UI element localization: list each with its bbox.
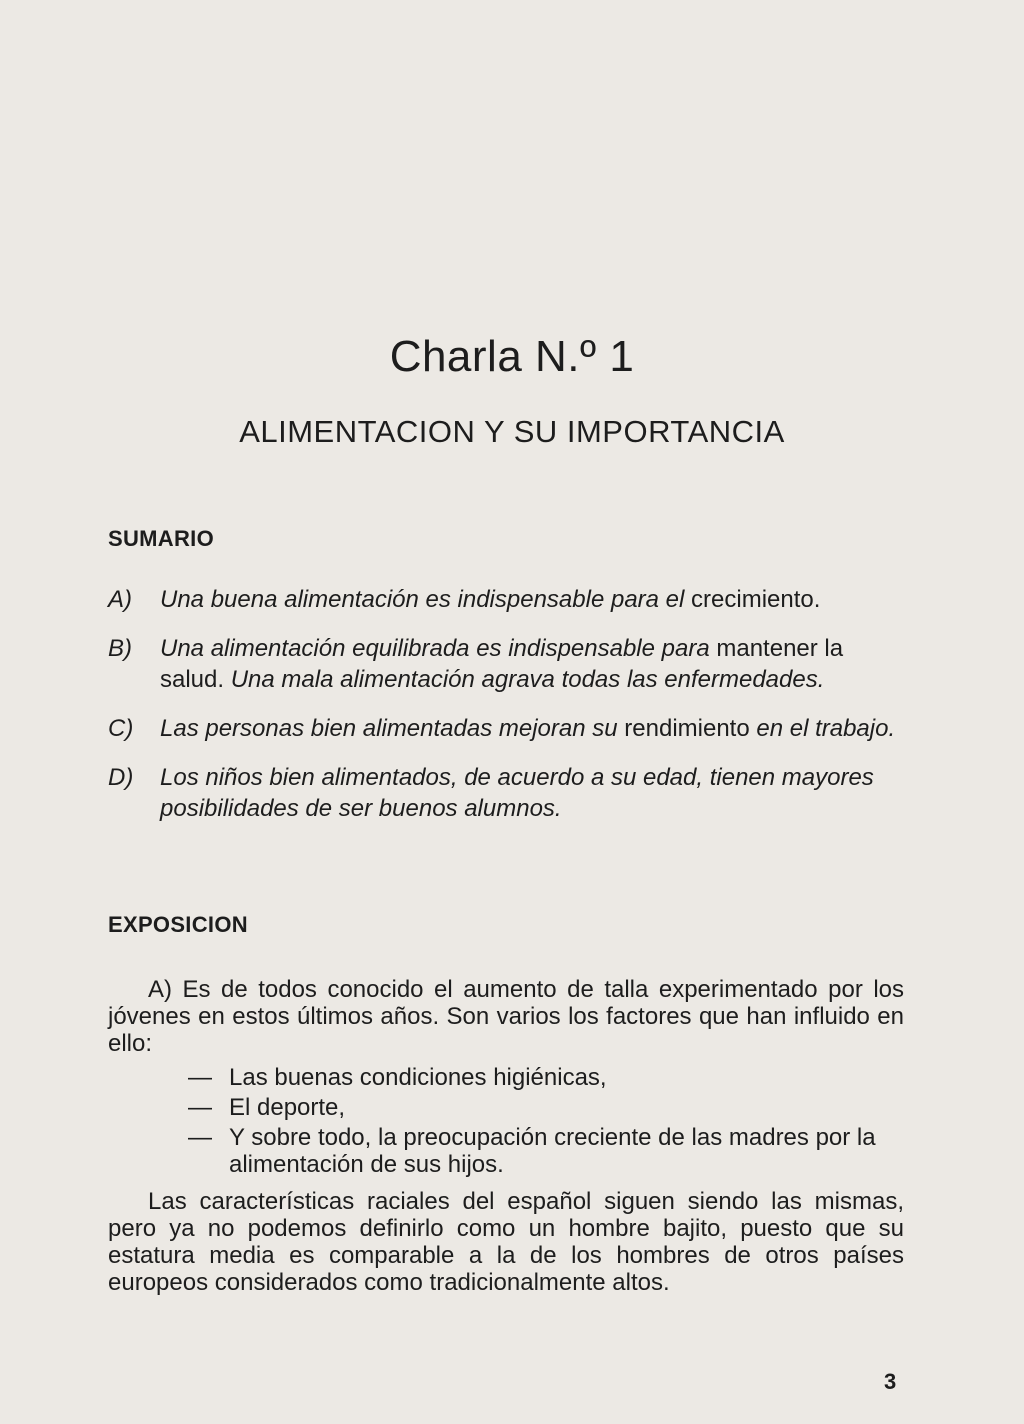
- summary-item-b: [108, 633, 908, 695]
- summary-item-c: [108, 713, 908, 744]
- list-item: [188, 1064, 904, 1091]
- summary-item-italic-text: Los niños bien alimentados, de acuerdo a su edad, tienen mayores posibilidades de ser buenos alumnos.: [160, 764, 874, 822]
- summary-item-letter: D): [108, 764, 134, 791]
- list-item-text: Y sobre todo, la preocupación creciente de las madres por la alimentación de sus hijos.: [229, 1124, 876, 1178]
- summary-item-text: crecimiento.: [684, 586, 821, 613]
- summary-item-a: [108, 584, 908, 615]
- exposition-paragraph-2: Las características raciales del español siguen siendo las mismas, pero ya no podemos definirlo como un hombre bajito, puesto que su estatura media es comparable a la de los hombres de otros países europeos considerados como tradicionalmente altos.: [108, 1188, 904, 1296]
- list-item-text: El deporte,: [229, 1094, 346, 1121]
- summary-item-italic-text: Una buena alimentación es indispensable para el: [160, 586, 685, 613]
- summary-item-italic-text: Una alimentación equilibrada es indispensable para: [160, 635, 710, 662]
- list-item: [188, 1094, 904, 1121]
- list-item-text: Las buenas condiciones higiénicas,: [229, 1064, 607, 1091]
- summary-item-italic-text: Las personas bien alimentadas mejoran su: [160, 715, 618, 742]
- summary-item-letter: A): [108, 586, 132, 613]
- exposition-paragraph-1: A) Es de todos conocido el aumento de talla experimentado por los jóvenes en estos últimos años. Son varios los factores que han influido en ello:: [108, 976, 904, 1057]
- summary-list: [108, 584, 908, 842]
- page-number: 3: [884, 1369, 897, 1394]
- summary-heading: SUMARIO: [108, 526, 214, 551]
- dash-bullet: —: [188, 1124, 212, 1151]
- summary-item-italic-text-2: en el trabajo.: [756, 715, 896, 742]
- exposition-heading: EXPOSICION: [108, 912, 248, 937]
- summary-item-text: rendimiento: [617, 715, 757, 742]
- summary-item-letter: C): [108, 715, 134, 742]
- list-item: [188, 1124, 904, 1178]
- summary-item-italic-text-2: Una mala alimentación agrava todas las enfermedades.: [230, 666, 825, 693]
- chapter-title: Charla N.º 1: [389, 332, 635, 381]
- dash-bullet: —: [188, 1064, 212, 1091]
- factors-list: [188, 1064, 904, 1181]
- summary-item-d: [108, 762, 908, 824]
- main-title: ALIMENTACION Y SU IMPORTANCIA: [239, 414, 785, 449]
- dash-bullet: —: [188, 1094, 212, 1121]
- summary-item-text: mantener la salud.: [160, 635, 844, 693]
- summary-item-letter: B): [108, 635, 132, 662]
